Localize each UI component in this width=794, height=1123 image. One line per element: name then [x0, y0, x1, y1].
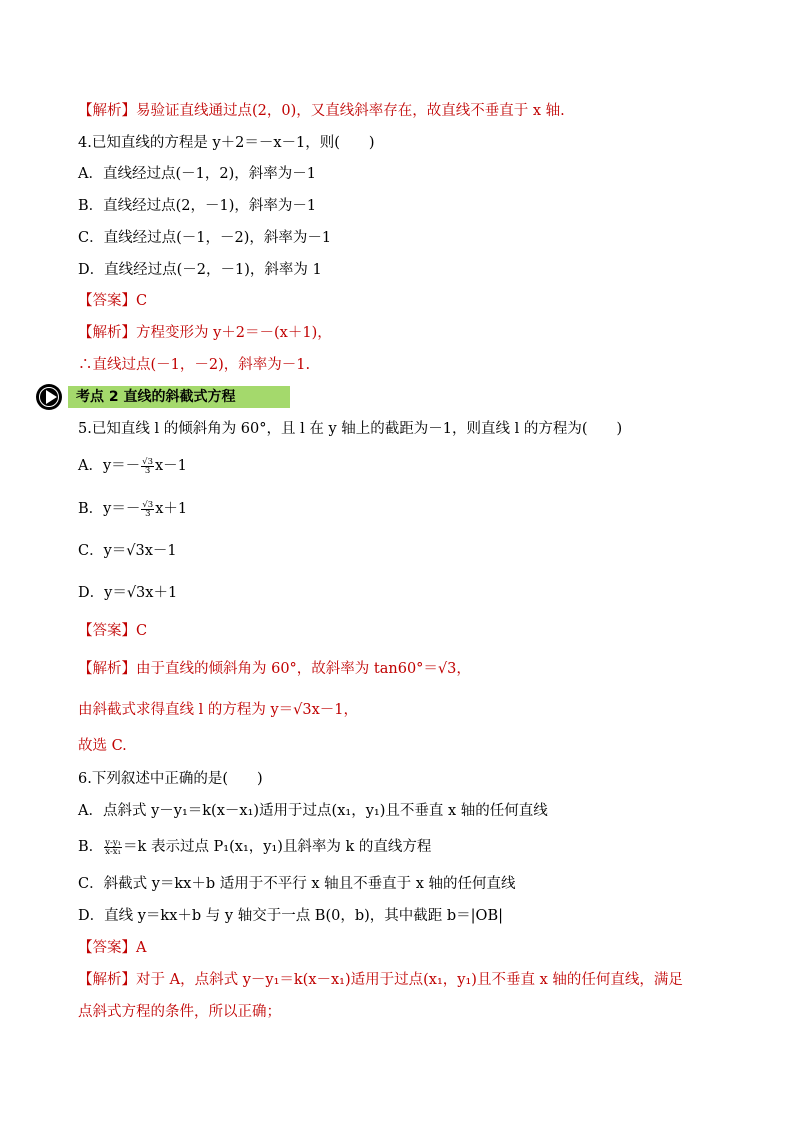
answer-tag: 【答案】: [78, 293, 136, 309]
answer-value: C: [136, 623, 148, 639]
q6-analysis-2: 点斜式方程的条件，所以正确；: [78, 1004, 281, 1020]
q4-option-a: A．直线经过点(－1，2)，斜率为－1: [78, 166, 316, 182]
q6-option-b: [78, 837, 431, 857]
q4-analysis: [78, 323, 332, 343]
q6-answer: [78, 938, 146, 958]
topic-label: 考点 2 直线的斜截式方程: [68, 386, 290, 408]
q6-option-c: C．斜截式 y＝kx＋b 适用于不平行 x 轴且不垂直于 x 轴的任何直线: [78, 876, 516, 892]
analysis-text: 对于 A，点斜式 y－y₁＝k(x－x₁)适用于过点(x₁，y₁)且不垂直 x 轴的任何直线，满足: [136, 972, 683, 988]
option-prefix: A．y＝－: [78, 458, 141, 474]
analysis-tag: 【解析】: [78, 972, 136, 988]
option-prefix: B．: [78, 839, 104, 855]
q4-option-c: C．直线经过点(－1，－2)，斜率为－1: [78, 230, 332, 246]
option-prefix: B．y＝－: [78, 501, 141, 517]
fraction-numerator: √3: [142, 456, 153, 467]
fraction: [141, 501, 154, 518]
fraction-denominator: 3: [145, 508, 151, 519]
analysis-text: 方程变形为 y＋2＝－(x＋1)，: [136, 325, 332, 341]
analysis-tag: 【解析】: [78, 661, 136, 677]
q6-option-d: D．直线 y＝kx＋b 与 y 轴交于一点 B(0，b)，其中截距 b＝|OB|: [78, 908, 503, 924]
question-4-stem: 4.已知直线的方程是 y＋2＝－x－1，则( ): [78, 135, 375, 151]
fraction-numerator: y-y₁: [105, 837, 122, 848]
option-suffix: ＝k 表示过点 P₁(x₁，y₁)且斜率为 k 的直线方程: [123, 839, 432, 855]
q4-option-d: D．直线经过点(－2，－1)，斜率为 1: [78, 262, 322, 278]
option-suffix: x－1: [155, 458, 187, 474]
q5-option-d: D．y＝√3x＋1: [78, 585, 178, 601]
analysis-text: 易验证直线通过点(2，0)，又直线斜率存在，故直线不垂直于 x 轴.: [136, 103, 565, 119]
q4-answer: [78, 291, 147, 311]
analysis-tag: 【解析】: [78, 103, 136, 119]
answer-value: C: [136, 293, 148, 309]
fraction: [141, 458, 154, 475]
q5-analysis-2: 由斜截式求得直线 l 的方程为 y＝√3x－1，: [78, 702, 359, 718]
q4-option-b: B．直线经过点(2，－1)，斜率为－1: [78, 198, 317, 214]
q5-option-a: [78, 456, 187, 476]
option-suffix: x＋1: [155, 501, 188, 517]
fraction-numerator: √3: [142, 499, 154, 510]
answer-tag: 【答案】: [78, 940, 136, 956]
analysis-tag: 【解析】: [78, 325, 136, 341]
answer-value: A: [136, 940, 147, 956]
fraction: [104, 839, 122, 856]
topic-heading: [36, 384, 336, 410]
q5-answer: [78, 621, 147, 641]
q5-option-b: [78, 499, 187, 519]
analysis-text: 由于直线的倾斜角为 60°，故斜率为 tan60°＝√3，: [136, 661, 471, 677]
answer-tag: 【答案】: [78, 623, 136, 639]
q4-analysis-2: ∴直线过点(－1，－2)，斜率为－1.: [78, 357, 311, 373]
question-5-stem: 5.已知直线 l 的倾斜角为 60°，且 l 在 y 轴上的截距为－1，则直线 l 的方程为( ): [78, 421, 623, 437]
q6-option-a: A．点斜式 y－y₁＝k(x－x₁)适用于过点(x₁，y₁)且不垂直 x 轴的任何直线: [78, 803, 548, 819]
play-circle-icon: [36, 384, 62, 410]
question-6-stem: 6.下列叙述中正确的是( ): [78, 771, 263, 787]
q6-analysis: [78, 970, 683, 990]
q5-analysis: [78, 659, 471, 679]
analysis-line: [78, 101, 565, 121]
q5-option-c: C．y＝√3x－1: [78, 543, 177, 559]
q5-analysis-3: 故选 C.: [78, 738, 127, 754]
fraction-denominator: 3: [144, 465, 151, 476]
fraction-denominator: x-x₁: [105, 846, 121, 857]
